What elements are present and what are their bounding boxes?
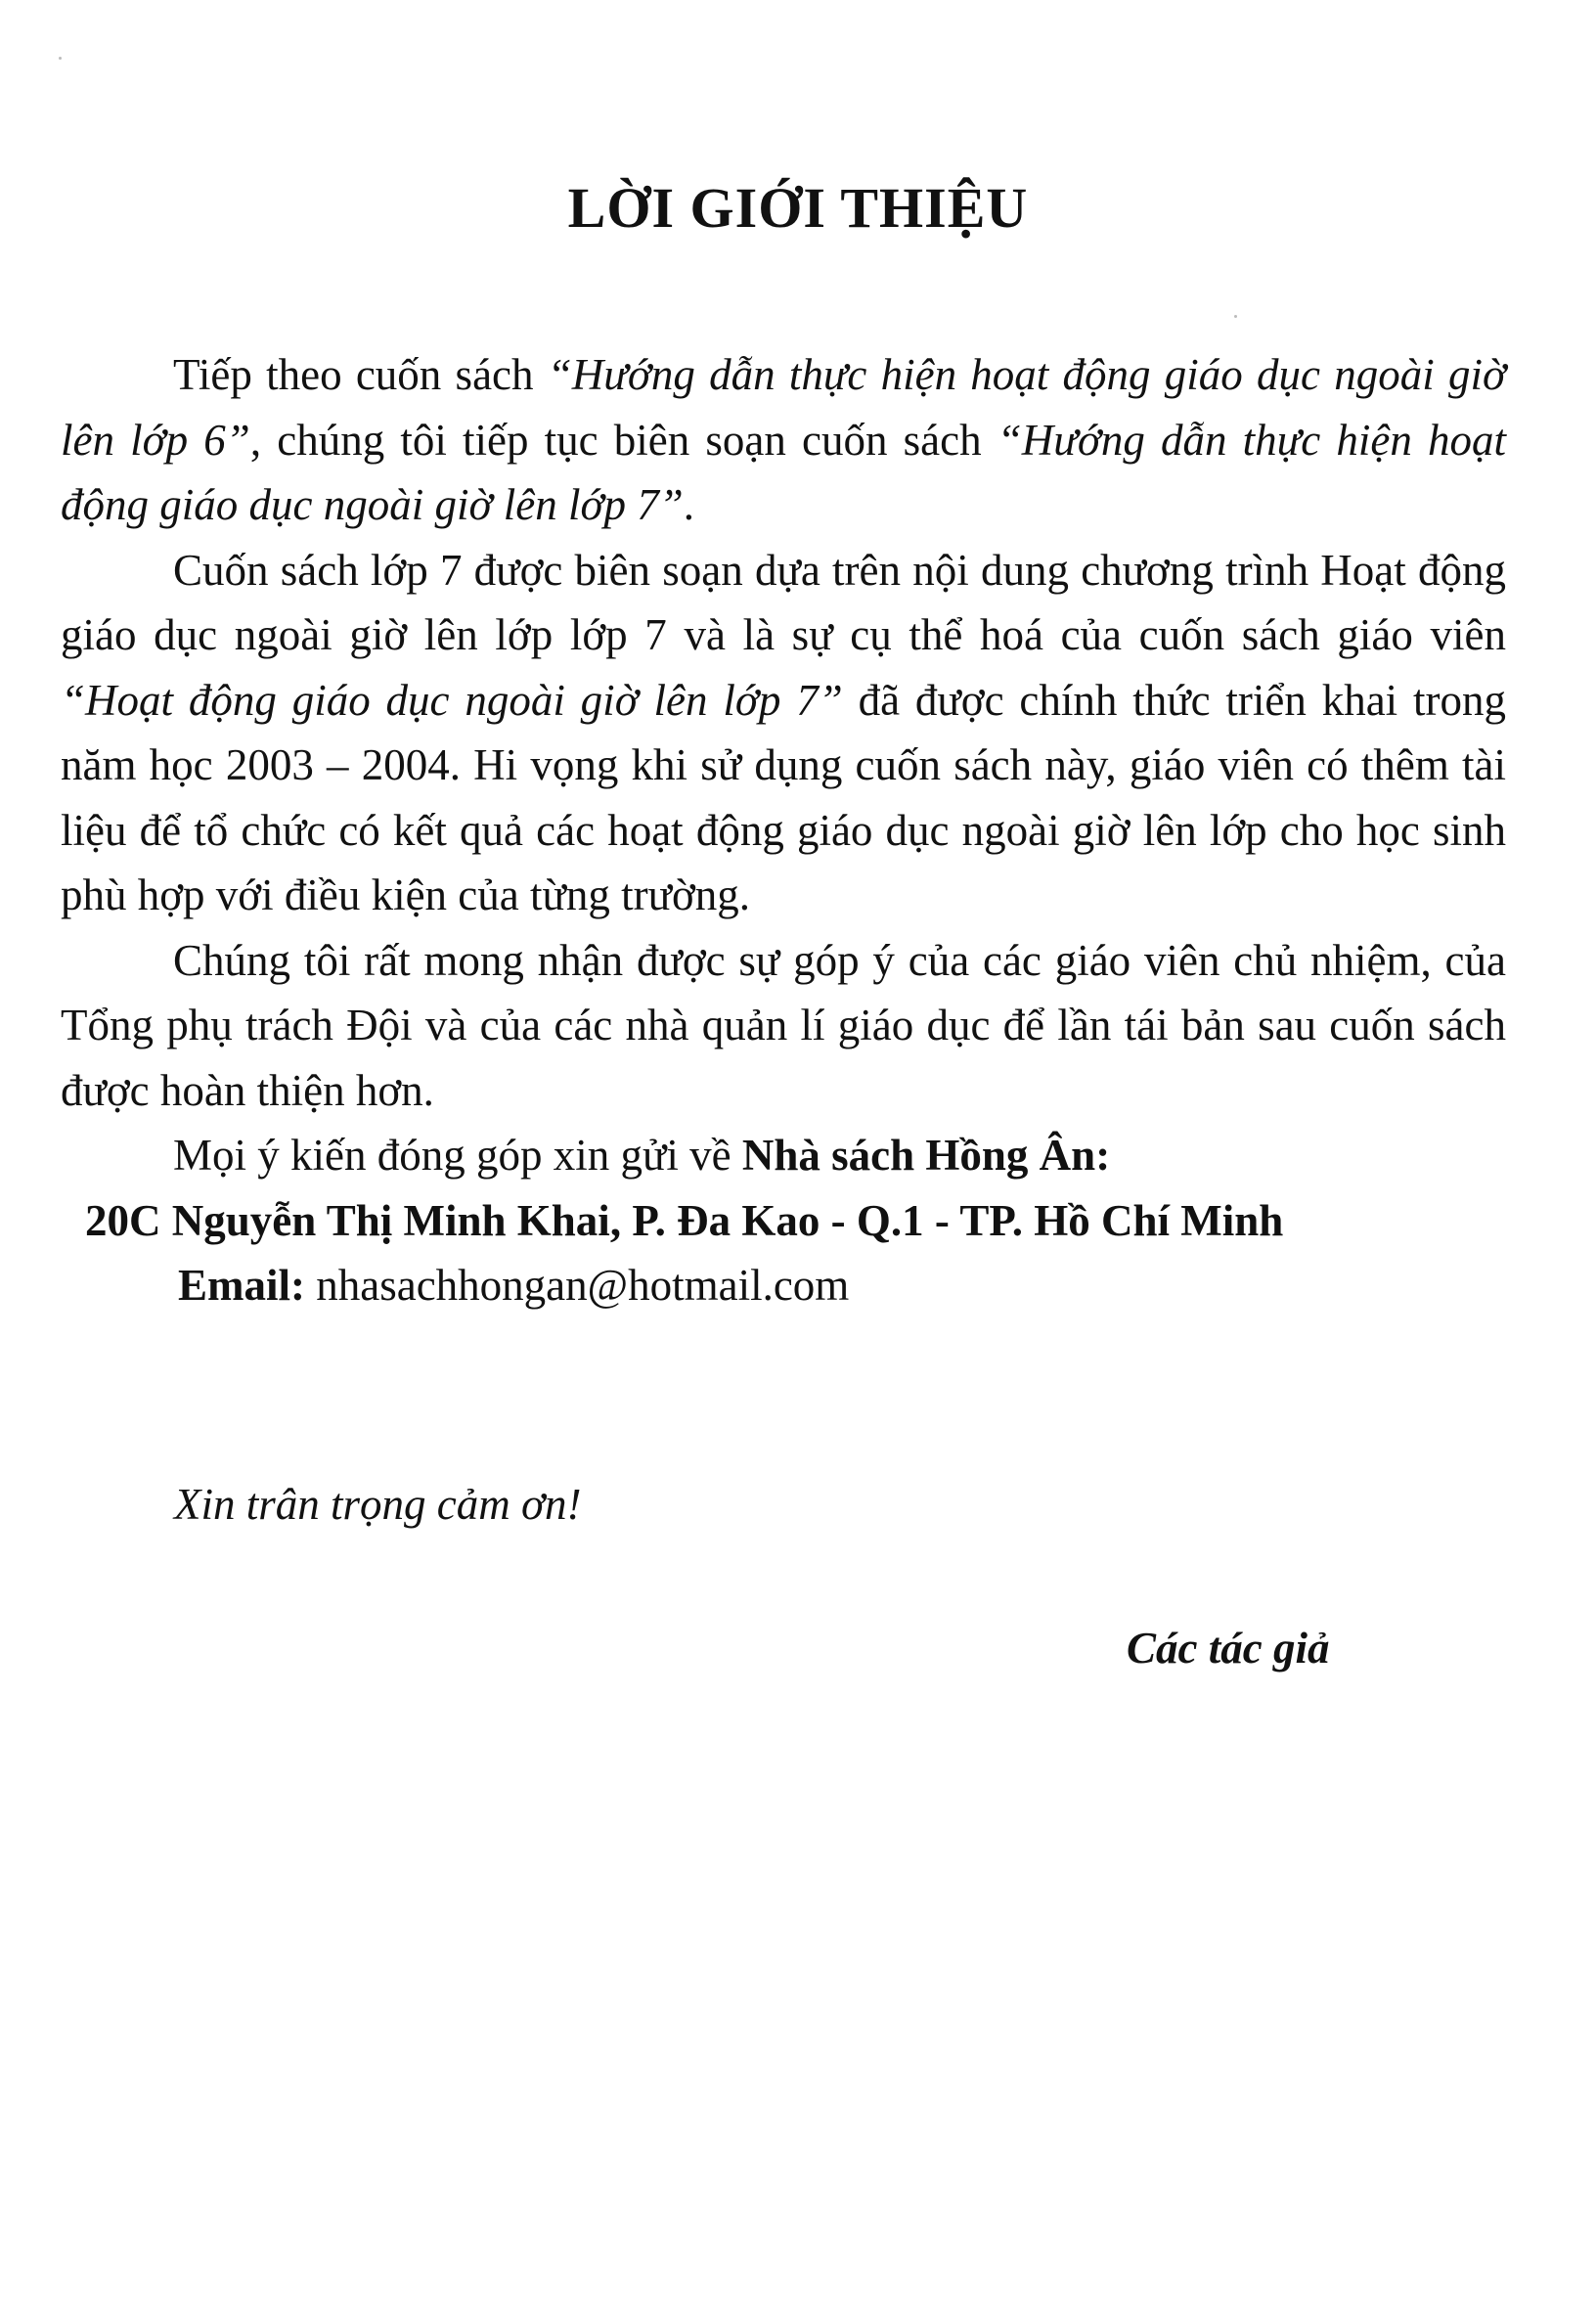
contact-intro-line (61, 1123, 1506, 1188)
teacher-book-title: “Hoạt động giáo dục ngoài giờ lên lớp 7” (61, 675, 843, 725)
paragraph-2-lead: Cuốn sách lớp 7 được biên soạn dựa trên nội dung chương trình Hoạt động giáo dục ngoài giờ lên lớp lớp 7 và là sự cụ thể hoá của cuốn sách giáo viên (61, 545, 1506, 659)
paragraph-1-end: . (683, 480, 695, 529)
email-address: nhasachhongan@hotmail.com (305, 1261, 850, 1310)
paragraph-2-end: đã được chính thức triển khai trong năm học 2003 – 2004. Hi vọng khi sử dụng cuốn sách này, giáo viên có thêm tài liệu để tổ chức có kết quả các hoạt động giáo dục ngoài giờ lên lớp cho học sinh phù hợp với điều kiện của từng trường. (61, 675, 1507, 919)
scan-speck (59, 57, 62, 60)
paragraph-1 (61, 342, 1506, 538)
closing-thanks: Xin trân trọng cảm ơn! (174, 1480, 582, 1529)
paragraph-1-lead: Tiếp theo cuốn sách (173, 350, 548, 399)
body-text (61, 342, 1506, 1318)
email-label: Email: (178, 1261, 305, 1310)
contact-intro: Mọi ý kiến đóng góp xin gửi về (173, 1131, 742, 1180)
book-title-grade-7: “Hướng dẫn thực hiện hoạt động giáo dục ngoài giờ lên lớp 7” (61, 415, 1506, 529)
book-title-grade-6: “Hướng dẫn thực hiện hoạt động giáo dục ngoài giờ lên lớp 6” (61, 350, 1507, 465)
publisher-address: 20C Nguyễn Thị Minh Khai, P. Đa Kao - Q.1 - TP. Hồ Chí Minh (85, 1195, 1284, 1245)
signature: Các tác giả (1127, 1624, 1330, 1673)
publisher-name: Nhà sách Hồng Ân: (741, 1131, 1111, 1180)
page-title: LỜI GIỚI THIỆU (567, 176, 1029, 240)
scan-speck (1234, 315, 1237, 318)
paragraph-1-middle: , chúng tôi tiếp tục biên soạn cuốn sách (249, 415, 998, 465)
email-line (61, 1253, 1506, 1318)
paragraph-2 (61, 538, 1506, 928)
paragraph-3: Chúng tôi rất mong nhận được sự góp ý của các giáo viên chủ nhiệm, của Tổng phụ trách Đội và của các nhà quản lí giáo dục để lần tái bản sau cuốn sách được hoàn thiện hơn. (61, 935, 1506, 1115)
